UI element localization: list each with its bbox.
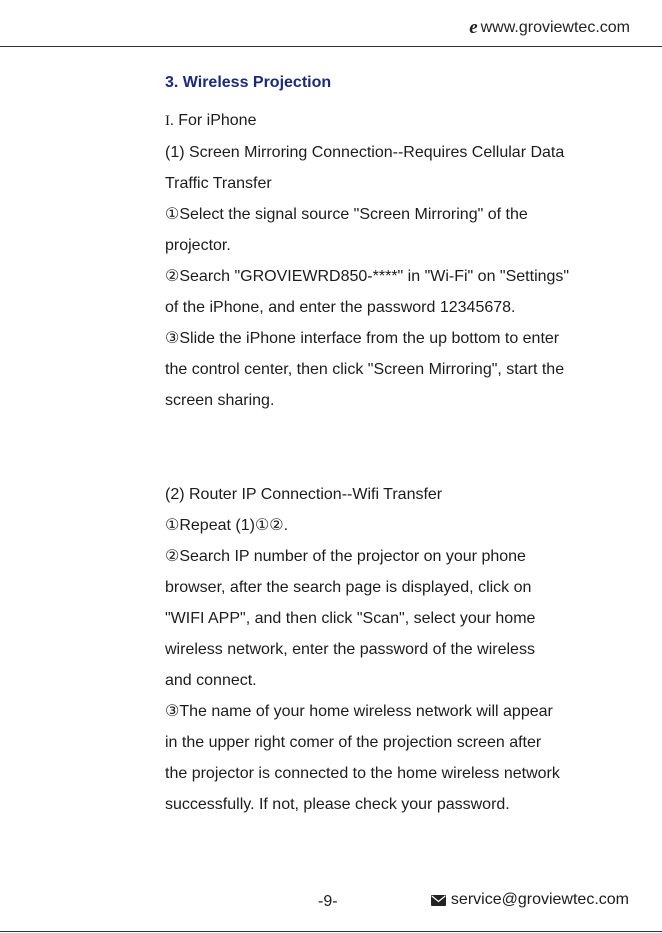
text-line: ①Repeat (1)①②. bbox=[165, 517, 289, 534]
text-line: the projector is connected to the home wireless network bbox=[165, 765, 560, 782]
text-line: browser, after the search page is displayed, click on bbox=[165, 579, 532, 596]
subheading-text: For iPhone bbox=[173, 112, 257, 129]
spacer bbox=[165, 416, 635, 479]
text-line: (1) Screen Mirroring Connection--Requires Cellular Data bbox=[165, 144, 565, 161]
subheading-roman-numeral: I. bbox=[165, 113, 174, 129]
text-line: wireless network, enter the password of the wireless bbox=[165, 641, 535, 658]
header-website bbox=[469, 19, 630, 37]
page-content bbox=[165, 73, 635, 820]
part2-instructions bbox=[165, 479, 635, 820]
mail-icon bbox=[431, 895, 446, 906]
text-line: the control center, then click "Screen Mirroring", start the bbox=[165, 361, 565, 378]
part1-instructions bbox=[165, 137, 635, 416]
text-line: ①Select the signal source "Screen Mirroring" of the bbox=[165, 206, 528, 223]
text-line: in the upper right comer of the projection screen after bbox=[165, 734, 542, 751]
page-number: -9- bbox=[318, 893, 338, 910]
footer-email bbox=[431, 891, 629, 909]
email-address: service@groviewtec.com bbox=[450, 891, 629, 908]
header-divider bbox=[0, 46, 662, 47]
text-line: and connect. bbox=[165, 672, 257, 689]
section-title: 3. Wireless Projection bbox=[165, 74, 332, 91]
text-line: projector. bbox=[165, 237, 231, 254]
text-line: Traffic Transfer bbox=[165, 175, 272, 192]
text-line: "WIFI APP", and then click "Scan", select your home bbox=[165, 610, 536, 627]
text-line: ②Search IP number of the projector on your phone bbox=[165, 548, 526, 565]
page-header bbox=[0, 0, 662, 48]
website-url: www.groviewtec.com bbox=[480, 19, 630, 36]
footer-divider bbox=[0, 931, 662, 932]
text-line: (2) Router IP Connection--Wifi Transfer bbox=[165, 486, 443, 503]
text-line: of the iPhone, and enter the password 12345678. bbox=[165, 299, 516, 316]
subheading bbox=[165, 105, 635, 137]
text-line: ③The name of your home wireless network will appear bbox=[165, 703, 553, 720]
text-line: ③Slide the iPhone interface from the up bottom to enter bbox=[165, 330, 560, 347]
text-line: successfully. If not, please check your password. bbox=[165, 796, 510, 813]
text-line: screen sharing. bbox=[165, 392, 275, 409]
ie-logo-icon: e bbox=[469, 17, 478, 38]
text-line: ②Search "GROVIEWRD850-****" in "Wi-Fi" on "Settings" bbox=[165, 268, 570, 285]
